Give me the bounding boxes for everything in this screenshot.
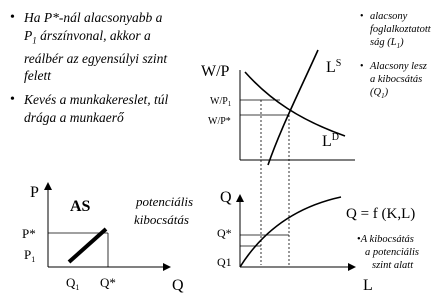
labor-supply-label: $L^S$: [326, 58, 342, 76]
as-annotation-line-2: kibocsátás: [134, 212, 189, 227]
as-y-axis-label: P: [30, 184, 39, 201]
bullet-line: Alacsony lesz: [370, 61, 427, 72]
labor-supply-curve: [268, 50, 318, 165]
prod-x-axis-label: L: [363, 277, 373, 294]
bullet-dot-icon: •: [360, 11, 364, 22]
bullet-dot-icon: •: [360, 61, 364, 72]
bullet-line: a kibocsátás: [370, 74, 423, 85]
as-x-axis-label: Q: [172, 277, 184, 294]
prod-y-axis-label: Q: [220, 189, 232, 206]
prod-function-curve: [240, 197, 341, 267]
bullet-line: $P_1$ árszínvonal, akkor a: [24, 27, 151, 46]
labor-y-axis-label: W/P: [201, 63, 230, 80]
bullet-line: drága a munkaerő: [24, 109, 124, 125]
bullet-line: $(Q_1)$: [370, 87, 389, 101]
as-tick-p1: $P_1$: [24, 247, 36, 264]
labor-tick-wpstar: W/P*: [208, 116, 231, 127]
prod-function-label: Q = f (K,L): [346, 206, 416, 222]
prod-note-text-1: A kibocsátás: [360, 234, 414, 245]
bullet-line: foglalkoztatott: [370, 24, 431, 35]
bullet-dot-icon: •: [10, 10, 15, 25]
prod-note-line-2: a potenciális: [365, 247, 419, 258]
as-annotation-line-1: potenciális: [136, 194, 194, 209]
labor-demand-label: $L^D$: [322, 132, 340, 150]
bullet-line: Ha P*-nál alacsonyabb a: [24, 10, 163, 25]
labor-demand-curve: [245, 72, 345, 136]
bullet-line: felett: [24, 68, 51, 84]
as-tick-q1: $Q_1$: [66, 275, 80, 292]
prod-tick-qstar: Q*: [217, 226, 232, 240]
as-tick-qstar: Q*: [100, 275, 116, 290]
bullet-line: Kevés a munkakereslet, túl: [24, 92, 169, 107]
production-diagram: [217, 189, 419, 294]
bullet-line: alacsony: [370, 11, 408, 22]
labor-tick-wp1: $W/P_1$: [210, 96, 232, 108]
bullet-line: ság $(L_1)$: [370, 37, 404, 51]
bullet-line: reálbér az egyensúlyi szint: [24, 50, 168, 66]
prod-note-line-1: •A kibocsátás: [357, 234, 414, 245]
prod-tick-q1: Q1: [217, 255, 232, 269]
as-diagram: [22, 183, 193, 294]
bullet-dot-icon: •: [10, 92, 15, 107]
as-title: AS: [70, 198, 91, 215]
as-tick-pstar: P*: [22, 226, 36, 241]
prod-note-line-3: szint alatt: [372, 260, 414, 271]
as-curve: [69, 229, 106, 262]
